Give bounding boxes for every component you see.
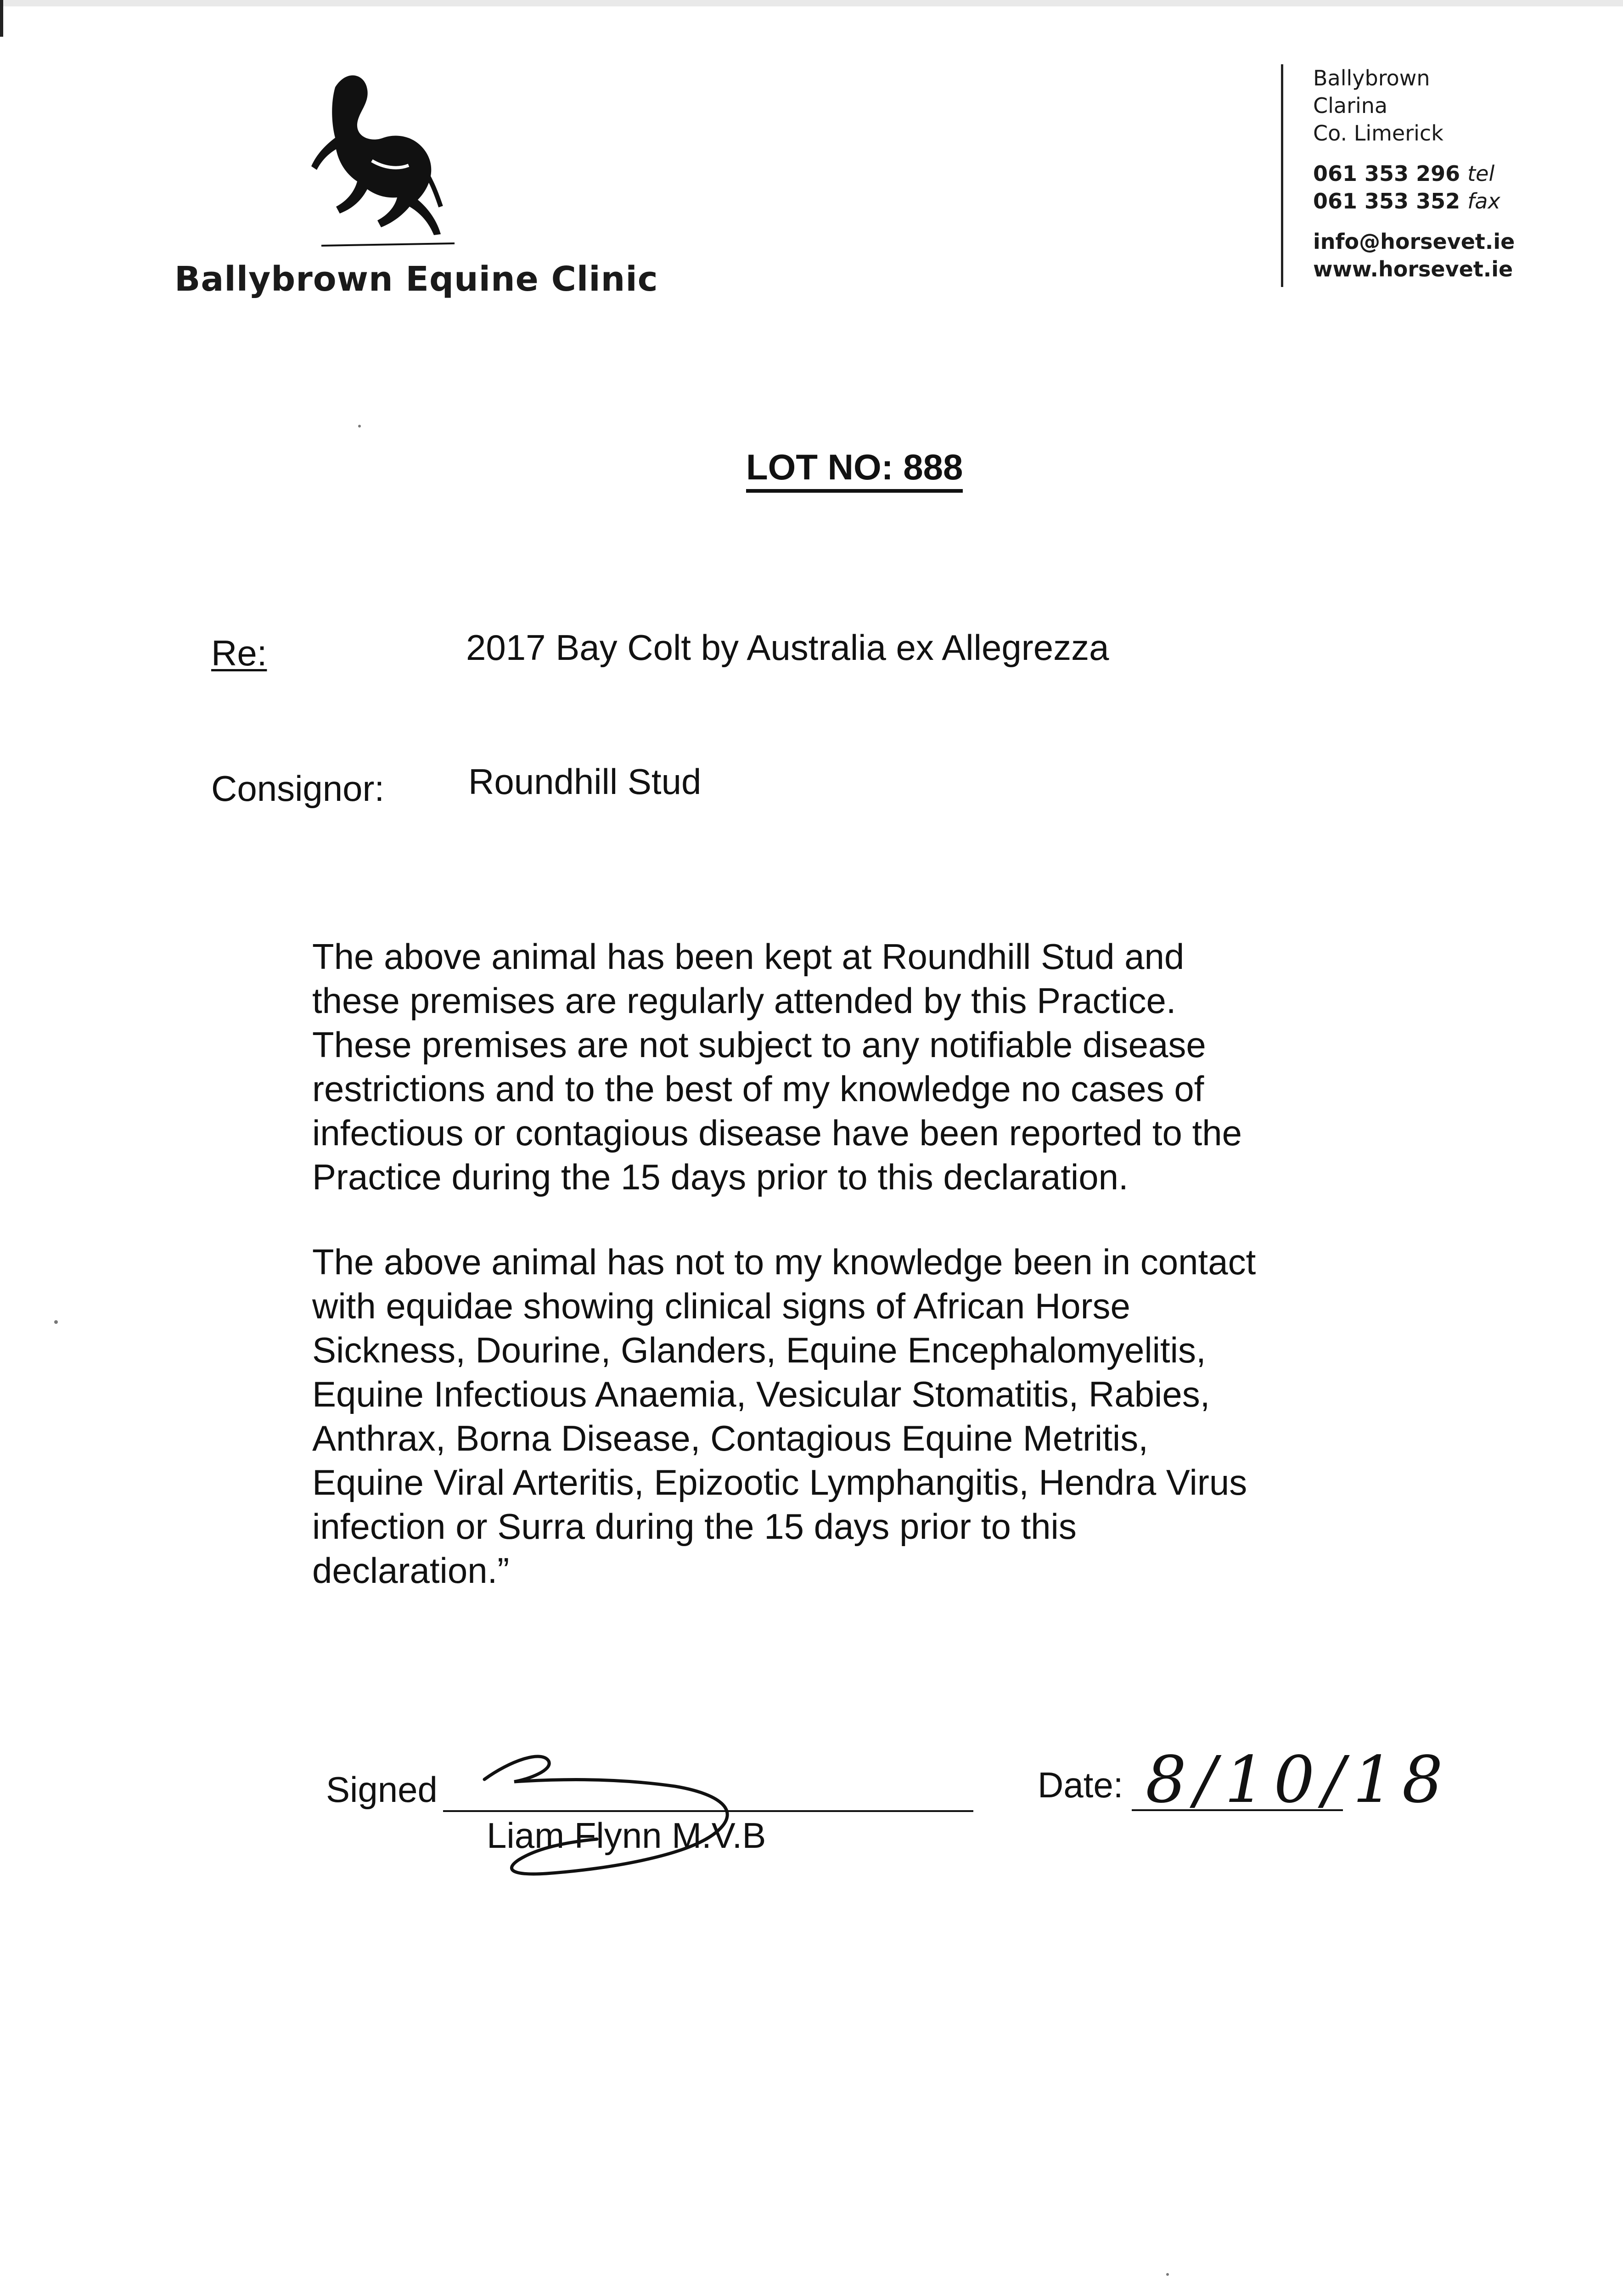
clinic-name: Ballybrown Equine Clinic: [174, 259, 658, 299]
paragraph-line: Sickness, Dourine, Glanders, Equine Encephalomyelitis,: [312, 1330, 1206, 1370]
scan-edge-mark: [0, 0, 3, 37]
scan-edge: [0, 0, 1623, 6]
date-value: 8/10/18: [1146, 1743, 1451, 1818]
horse-logo-icon: [303, 69, 477, 248]
paragraph-line: Practice during the 15 days prior to this declaration.: [312, 1157, 1129, 1197]
paragraph-line: The above animal has not to my knowledge been in contact: [312, 1242, 1256, 1282]
paragraph-line: restrictions and to the best of my knowledge no cases of: [312, 1069, 1204, 1109]
signed-label: Signed: [326, 1769, 438, 1810]
phone-line: [1313, 160, 1515, 187]
paragraph-line: with equidae showing clinical signs of African Horse: [312, 1286, 1130, 1326]
contact-block: [1313, 64, 1515, 283]
paragraph-line: declaration.”: [312, 1550, 510, 1591]
paragraph-line: These premises are not subject to any notifiable disease: [312, 1024, 1206, 1065]
paragraph-line: these premises are regularly attended by this Practice.: [312, 980, 1176, 1021]
declaration-paragraph-2: [312, 1240, 1368, 1593]
re-value: 2017 Bay Colt by Australia ex Allegrezza: [466, 627, 1109, 668]
lot-heading: LOT NO: 888: [746, 448, 963, 493]
scan-speck: [358, 425, 361, 428]
fax-number: 061 353 352: [1313, 189, 1460, 214]
paragraph-line: Equine Infectious Anaemia, Vesicular Stomatitis, Rabies,: [312, 1374, 1210, 1414]
declaration-paragraph-1: [312, 934, 1368, 1199]
paragraph-line: The above animal has been kept at Roundhill Stud and: [312, 936, 1185, 977]
signature-scribble: [459, 1736, 808, 1887]
fax-line: [1313, 187, 1515, 215]
address-line: Ballybrown: [1313, 66, 1430, 90]
scan-speck: [54, 1320, 58, 1324]
consignor-label: Consignor:: [211, 768, 385, 809]
fax-suffix: fax: [1467, 189, 1500, 214]
website: www.horsevet.ie: [1313, 257, 1513, 281]
paragraph-line: Anthrax, Borna Disease, Contagious Equine Metritis,: [312, 1418, 1148, 1458]
phone-number: 061 353 296: [1313, 161, 1460, 186]
date-label: Date:: [1038, 1765, 1123, 1805]
signer-name: Liam Flynn M.V.B: [487, 1815, 766, 1856]
email: info@horsevet.ie: [1313, 229, 1515, 254]
scan-speck: [1166, 2273, 1169, 2276]
paragraph-line: Equine Viral Arteritis, Epizootic Lymphangitis, Hendra Virus: [312, 1462, 1247, 1503]
phone-suffix: tel: [1467, 161, 1495, 186]
paragraph-line: infection or Surra during the 15 days prior to this: [312, 1506, 1077, 1547]
paragraph-line: infectious or contagious disease have been reported to the: [312, 1113, 1242, 1153]
contact-divider: [1281, 64, 1283, 287]
consignor-value: Roundhill Stud: [468, 761, 702, 802]
address-line: Co. Limerick: [1313, 121, 1443, 146]
re-label: Re:: [211, 633, 267, 673]
address-line: Clarina: [1313, 93, 1388, 118]
